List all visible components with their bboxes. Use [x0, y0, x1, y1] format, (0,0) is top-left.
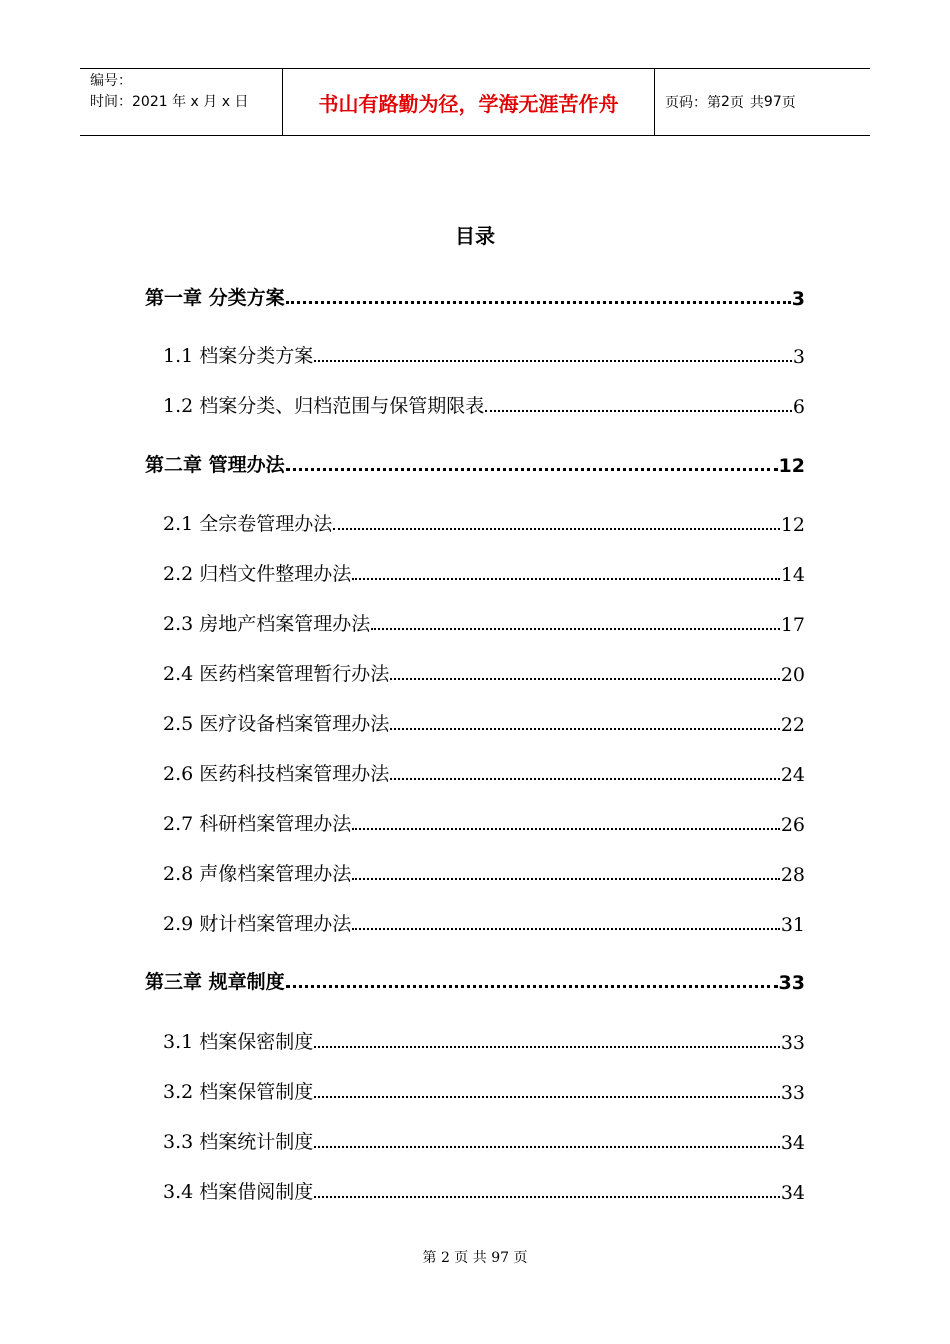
toc-section-entry[interactable]: [163, 656, 805, 686]
page-footer: 第 2 页 共 97 页: [422, 1250, 528, 1266]
page-label: 页码：第: [665, 95, 721, 111]
toc-entry-page: 14: [780, 564, 805, 586]
header-page-info: [655, 69, 870, 135]
toc-entry-label: 3.1 档案保密制度: [163, 1031, 314, 1053]
toc-dot-leader: [286, 301, 791, 304]
toc-dot-leader: [390, 778, 780, 780]
toc-section-entry[interactable]: [163, 1174, 805, 1204]
toc-section-entry[interactable]: [163, 388, 805, 418]
toc-dot-leader: [485, 410, 792, 412]
toc-dot-leader: [333, 528, 780, 530]
toc-entry-label: 3.3 档案统计制度: [163, 1131, 314, 1153]
toc-entry-page: 26: [780, 814, 805, 836]
document-number-label: 编号：: [90, 73, 132, 89]
toc-dot-leader: [352, 878, 780, 880]
toc-entry-label: 2.8 声像档案管理办法: [163, 863, 352, 885]
toc-section-entry[interactable]: [163, 338, 805, 368]
toc-dot-leader: [352, 828, 780, 830]
toc-entry-page: 28: [780, 864, 805, 886]
toc-entry-page: 12: [778, 455, 805, 477]
toc-entry-page: 33: [778, 972, 805, 994]
toc-entry-page: 17: [780, 614, 805, 636]
toc-chapter-entry[interactable]: [145, 964, 805, 994]
toc-section-entry[interactable]: [163, 556, 805, 586]
header-motto: 书山有路勤为径，学海无涯苦作舟: [282, 69, 655, 135]
toc-entry-label: 2.3 房地产档案管理办法: [163, 613, 371, 635]
total-unit: 页: [781, 95, 796, 111]
toc-title: 目录: [455, 224, 495, 248]
toc-dot-leader: [314, 1096, 780, 1098]
toc-entry-label: 1.2 档案分类、归档范围与保管期限表: [163, 395, 485, 417]
toc-section-entry[interactable]: [163, 906, 805, 936]
toc-dot-leader: [286, 985, 778, 988]
toc-dot-leader: [314, 360, 792, 362]
toc-entry-label: 2.7 科研档案管理办法: [163, 813, 352, 835]
toc-section-entry[interactable]: [163, 756, 805, 786]
toc-entry-page: 22: [780, 714, 805, 736]
toc-chapter-entry[interactable]: [145, 447, 805, 477]
toc-entry-label: 2.4 医药档案管理暂行办法: [163, 663, 390, 685]
toc-entry-label: 第二章 管理办法: [145, 454, 285, 476]
toc-dot-leader: [352, 578, 780, 580]
toc-entry-page: 34: [780, 1132, 805, 1154]
toc-entry-label: 2.2 归档文件整理办法: [163, 563, 352, 585]
toc-dot-leader: [314, 1146, 780, 1148]
toc-entry-page: 24: [780, 764, 805, 786]
document-date: 时间：2021 年 x 月 x 日: [90, 94, 249, 110]
toc-entry-page: 33: [780, 1082, 805, 1104]
toc-entry-page: 12: [780, 514, 805, 536]
toc-dot-leader: [390, 728, 780, 730]
toc-section-entry[interactable]: [163, 606, 805, 636]
toc-dot-leader: [314, 1046, 780, 1048]
toc-entry-page: 34: [780, 1182, 805, 1204]
toc-section-entry[interactable]: [163, 706, 805, 736]
toc-entry-page: 3: [791, 288, 805, 310]
page-unit: 页: [729, 95, 744, 111]
toc-dot-leader: [314, 1196, 780, 1198]
toc-chapter-entry[interactable]: [145, 280, 805, 310]
toc-section-entry[interactable]: [163, 1074, 805, 1104]
header-meta: [80, 69, 282, 135]
toc-entry-page: 6: [792, 396, 805, 418]
toc-entry-page: 31: [780, 914, 805, 936]
total-label: 共: [749, 95, 764, 111]
toc-entry-label: 3.4 档案借阅制度: [163, 1181, 314, 1203]
toc-section-entry[interactable]: [163, 1024, 805, 1054]
toc-dot-leader: [286, 468, 778, 471]
toc-entry-page: 3: [792, 346, 805, 368]
toc-entry-label: 2.9 财计档案管理办法: [163, 913, 352, 935]
toc-entry-label: 2.1 全宗卷管理办法: [163, 513, 333, 535]
toc-entry-label: 1.1 档案分类方案: [163, 345, 314, 367]
toc-dot-leader: [352, 928, 780, 930]
toc-entry-label: 第一章 分类方案: [145, 287, 285, 309]
toc-section-entry[interactable]: [163, 856, 805, 886]
toc-entry-label: 2.6 医药科技档案管理办法: [163, 763, 390, 785]
page-header: [80, 68, 870, 136]
toc-entry-label: 第三章 规章制度: [145, 971, 285, 993]
toc-entry-page: 20: [780, 664, 805, 686]
page-number: 2: [721, 94, 730, 110]
toc-dot-leader: [390, 678, 780, 680]
toc-entry-label: 3.2 档案保管制度: [163, 1081, 314, 1103]
toc-entry-label: 2.5 医疗设备档案管理办法: [163, 713, 390, 735]
toc-section-entry[interactable]: [163, 506, 805, 536]
toc-section-entry[interactable]: [163, 806, 805, 836]
toc-section-entry[interactable]: [163, 1124, 805, 1154]
toc-entry-page: 33: [780, 1032, 805, 1054]
total-pages: 97: [763, 94, 782, 110]
toc-dot-leader: [371, 628, 780, 630]
